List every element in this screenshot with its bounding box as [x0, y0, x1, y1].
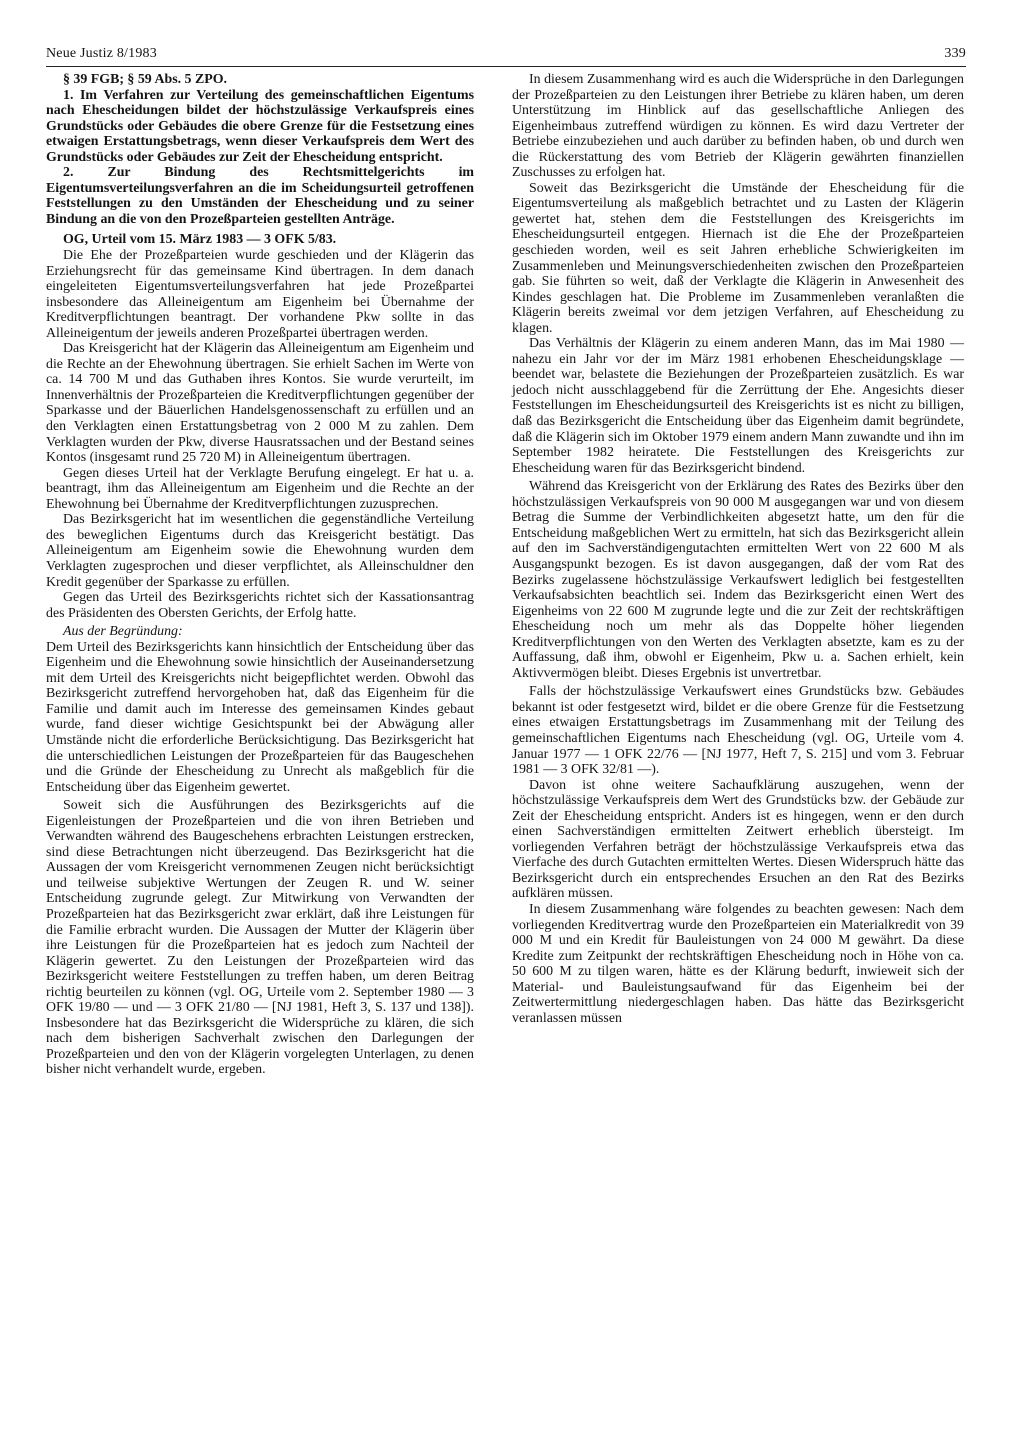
court-reference: OG, Urteil vom 15. März 1983 — 3 OFK 5/83. [63, 232, 337, 248]
page-number: 339 [944, 46, 966, 61]
paragraph: Während das Kreisgericht von der Erklärung des Rates des Bezirks über den höchstzulässigen Verkaufspreis von 90 000 M ausgegangen war und von diesem Betrag die Summe der Verbindlichkeiten abgesetzt hatte, um den für die Entscheidung maßgeblichen Wert zu ermitteln, hat sich das Bezirksgericht allein auf den im Sachverständigengutachten ermittelten Wert von 22 600 M als Ausgangspunkt bezogen. Es ist davon ausgegangen, daß der vom Rat des Bezirks zugelassene höchstzulässige Verkaufswert lediglich bei festgestellten Verkaufsabsichten beachtlich sei. Indem das Bezirksgericht einen Wert des Eigenheims von 22 600 M zugrunde legte und die zur Zeit der rechtskräftigen Ehescheidung noch um mehr als das Doppelte höher liegenden Kreditverpflichtungen von den Werten des Verklagten absetzte, kam es zu der Auffassung, daß ihm, obwohl er Eigenheim, Pkw u. a. Sachen erhielt, kein Aktivvermögen bleibt. Dieses Ergebnis ist unvertretbar. [512, 479, 964, 681]
paragraph: Die Ehe der Prozeßparteien wurde geschieden und der Klägerin das Erziehungsrecht für das gemeinsame Kind übertragen. In dem danach eingeleiteten Eigentumsverteilungsverfahren hat jede Prozeßpartei insbesondere das Alleineigentum am Eigenheim bei Übernahme der Kreditverpflichtungen beantragt. Der vorhandene Pkw sollte in das Alleineigentum der jeweils anderen Prozeßpartei übertragen werden. [46, 248, 474, 341]
paragraph: Davon ist ohne weitere Sachaufklärung auszugehen, wenn der höchstzulässige Verkaufspreis dem Wert des Grundstücks bzw. der Gebäude zur Zeit der Ehescheidung entspricht. Anders ist es hingegen, wenn er den durch einen Sachverständigen ermittelten Zeitwert erheblich übersteigt. Im vorliegenden Verfahren beträgt der höchstzulässige Verkaufspreis etwa das Vierfache des durch Gutachten ermittelten Wertes. Diesen Widerspruch hätte das Bezirksgericht durch ein entsprechendes Ersuchen an den Rat des Bezirks aufklären müssen. [512, 777, 964, 902]
paragraph: Dem Urteil des Bezirksgerichts kann hinsichtlich der Entscheidung über das Eigenheim und die Ehewohnung sowie hinsichtlich der Auseinandersetzung mit dem Urteil des Kreisgerichts nicht beigepflichtet werden. Obwohl das Bezirksgericht zutreffend hervorgehoben hat, daß das Eigenheim für die Familie und damit auch im Interesse des gemeinsamen Kindes gebaut wurde, fand dieser wichtige Gesichtspunkt bei der Abwägung aller Umstände nicht die erforderliche Berücksichtigung. Das Bezirksgericht hat die unterschiedlichen Leistungen der Prozeßparteien für das Baugeschehen und die Gründe der Ehescheidung zu Unrecht als maßgeblich für die Entscheidung über das Eigenheim gewertet. [46, 639, 474, 795]
paragraph: Das Verhältnis der Klägerin zu einem anderen Mann, das im Mai 1980 — nahezu ein Jahr vor der im März 1981 erhobenen Ehescheidungsklage — beendet war, belastete die Beziehungen der Prozeßparteien zusätzlich. Es war jedoch nicht ausschlaggebend für die Zerrüttung der Ehe. Angesichts dieser Feststellungen im Ehescheidungsurteil des Kreisgerichts ist es nicht zu billigen, daß das Bezirksgericht die Entscheidung über das Eigenheim damit begründete, daß die Klägerin sich im Oktober 1979 einem andern Mann zuwandte und ihn im September 1982 heiratete. Die Feststellungen des Kreisgerichts zur Ehescheidung waren für das Bezirksgericht bindend. [512, 336, 964, 476]
paragraph: In diesem Zusammenhang wird es auch die Widersprüche in den Darlegungen der Prozeßparteien zu den Leistungen ihrer Betriebe zu klären haben, um deren Unterstützung im Hinblick auf das gesellschaftliche Anliegen des Eigenheimbaus zutreffend würdigen zu können. Es wird dazu Vertreter der Betriebe einzubeziehen und auch darüber zu befinden haben, ob und durch wen die Rückerstattung des vom Betrieb der Klägerin gewährten finanziellen Zuschusses zu erfolgen hat. [512, 72, 964, 181]
section-label: Aus der Begründung: [63, 624, 183, 640]
journal-issue: Neue Justiz 8/1983 [46, 46, 157, 61]
paragraph: Gegen das Urteil des Bezirksgerichts richtet sich der Kassationsantrag des Präsidenten des Obersten Gerichts, der Erfolg hatte. [46, 590, 474, 621]
right-column [512, 72, 964, 1026]
leitsatz-2: 2. Zur Bindung des Rechtsmittelgerichts im Eigentumsverteilungsverfahren an die im Scheidungsurteil getroffenen Feststellungen zu den Umständen der Ehescheidung und zu seiner Bindung an die von den Prozeßparteien gestellten Anträge. [46, 165, 474, 227]
paragraph: Gegen dieses Urteil hat der Verklagte Berufung eingelegt. Er hat u. a. beantragt, ihm das Alleineigentum am Eigenheim und die Rechte an der Ehewohnung bei Übernahme der Kreditverpflichtungen zuzusprechen. [46, 465, 474, 512]
paragraph: Das Bezirksgericht hat im wesentlichen die gegenständliche Verteilung des beweglichen Eigentums durch das Kreisgericht bestätigt. Das Alleineigentum am Eigenheim sowie die Ehewohnung wurden dem Verklagten zugesprochen und dieser verpflichtet, als Alleinschuldner den Kredit gegenüber der Sparkasse zu erfüllen. [46, 512, 474, 590]
header-rule [46, 66, 966, 67]
law-references: § 39 FGB; § 59 Abs. 5 ZPO. [63, 72, 228, 87]
left-column [46, 72, 474, 1078]
paragraph: Soweit das Bezirksgericht die Umstände der Ehescheidung für die Eigentumsverteilung als maßgeblich betrachtet und zu Lasten der Klägerin gewertet hat, stehen dem die Feststellungen des Kreisgerichts im Ehescheidungsurteil entgegen. Hiernach ist die Ehe der Prozeßparteien geschieden worden, weil es seit Jahren erhebliche Schwierigkeiten im Zusammenleben und Meinungsverschiedenheiten zwischen den Prozeßparteien gab. Sie führten so weit, daß der Verklagte die Klägerin in Anwesenheit des Kindes geschlagen hat. Die Probleme im Zusammenleben veranlaßten die Klägerin bereits zweimal vor dem jetzigen Verfahren, auf Ehescheidung zu klagen. [512, 180, 964, 336]
paragraph: Soweit sich die Ausführungen des Bezirksgerichts auf die Eigenleistungen der Prozeßparteien und die von ihren Betrieben und Verwandten während des Baugeschehens erbrachten Leistungen erstrecken, sind diese Betrachtungen nicht überzeugend. Das Bezirksgericht hat die Aussagen der vom Kreisgericht vernommenen Zeugen nicht berücksichtigt und teilweise subjektive Wertungen der Zeugen R. und W. seiner Entscheidung zugrunde gelegt. Zur Mitwirkung von Verwandten der Prozeßparteien hat das Bezirksgericht zwar erklärt, daß ihre Leistungen für die Familie erbracht wurden. Die Aussagen der Mutter der Klägerin über ihre Leistungen für die Prozeßparteien hat es jedoch zum Nachteil der Klägerin gewertet. Zu den Leistungen der Prozeßparteien wird das Bezirksgericht weitere Feststellungen zu treffen haben, um deren Beitrag richtig beurteilen zu können (vgl. OG, Urteile vom 2. September 1980 — 3 OFK 19/80 — und — 3 OFK 21/80 — [NJ 1981, Heft 3, S. 137 und 138]). Insbesondere hat das Bezirksgericht die Widersprüche zu klären, die sich nach dem bisherigen Sachverhalt zwischen den Darlegungen der Prozeßparteien und den von der Klägerin vorgelegten Unterlagen, zu denen bisher nicht verhandelt wurde, ergeben. [46, 798, 474, 1078]
paragraph: Falls der höchstzulässige Verkaufswert eines Grundstücks bzw. Gebäudes bekannt ist oder festgesetzt wird, bildet er die obere Grenze für die Festsetzung eines etwaigen Erstattungsbetrags im Zusammenhang mit der Teilung des gemeinschaftlichen Eigentums nach Ehescheidung (vgl. OG, Urteile vom 4. Januar 1977 — 1 OFK 22/76 — [NJ 1977, Heft 7, S. 215] und vom 3. Februar 1981 — 3 OFK 32/81 —). [512, 684, 964, 778]
paragraph: In diesem Zusammenhang wäre folgendes zu beachten gewesen: Nach dem vorliegenden Kreditvertrag wurde den Prozeßparteien ein Materialkredit von 39 000 M und ein Kredit für Bauleistungen von 24 000 M gewährt. Da diese Kredite zum Zeitpunkt der rechtskräftigen Ehescheidung noch in Höhe von ca. 50 600 M zu tilgen waren, hätte es der Klärung bedurft, inwieweit sich der Material- und Bauleistungsaufwand für das Eigenheim bei der Zeitwertermittlung niedergeschlagen haben. Das hätte das Bezirksgericht veranlassen müssen [512, 901, 964, 1026]
leitsatz-1: 1. Im Verfahren zur Verteilung des gemeinschaftlichen Eigentums nach Ehescheidungen bildet der höchstzulässige Verkaufspreis eines Grundstücks oder Gebäudes die obere Grenze für die Festsetzung eines etwaigen Erstattungsbetrags, wenn dieser Verkaufspreis dem Wert des Grundstücks oder Gebäudes zur Zeit der Ehescheidung entspricht. [46, 87, 474, 165]
page-header [46, 46, 966, 68]
paragraph: Das Kreisgericht hat der Klägerin das Alleineigentum am Eigenheim und die Rechte an der Ehewohnung übertragen. Sie erhielt Sachen im Werte von ca. 14 700 M und das Guthaben ihres Kontos. Sie wurde verurteilt, im Innenverhältnis der Prozeßparteien die Kreditverpflichtungen gegenüber der Sparkasse und der Bäuerlichen Handelsgenossenschaft zu erfüllen und an den Verklagten einen Erstattungsbetrag von 2 000 M zu zahlen. Dem Verklagten wurden der Pkw, diverse Hausratssachen und der Bestand seines Kontos (insgesamt rund 25 720 M) in Alleineigentum übertragen. [46, 341, 474, 466]
